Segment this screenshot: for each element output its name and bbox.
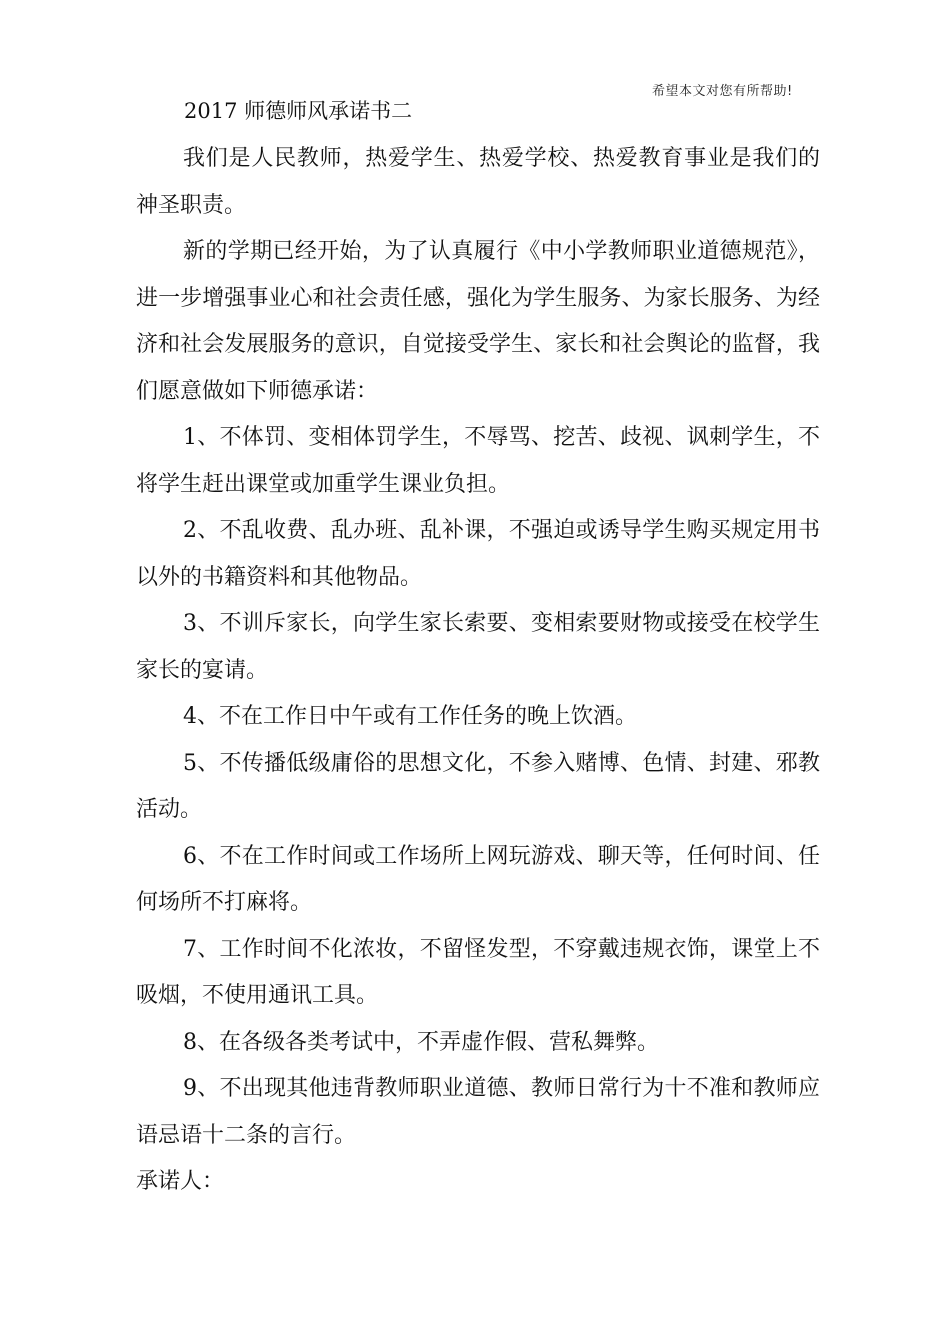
pledge-item-6: 6、不在工作时间或工作场所上网玩游戏、聊天等，任何时间、任何场所不打麻将。: [136, 843, 820, 915]
pledge-item-5: 5、不传播低级庸俗的思想文化，不参入赌博、色情、封建、邪教活动。: [136, 750, 820, 822]
pledge-item-7: 7、工作时间不化浓妆，不留怪发型，不穿戴违规衣饰，课堂上不吸烟，不使用通讯工具。: [136, 936, 820, 1008]
pledge-item-3: 3、不训斥家长，向学生家长索要、变相索要财物或接受在校学生家长的宴请。: [136, 611, 820, 683]
pledge-item-1: 1、不体罚、变相体罚学生，不辱骂、挖苦、歧视、讽刺学生，不将学生赶出课堂或加重学生课业负担。: [136, 425, 820, 497]
pledge-item-8: 8、在各级各类考试中，不弄虚作假、营私舞弊。: [183, 1029, 659, 1055]
pledge-item-4: 4、不在工作日中午或有工作任务的晚上饮酒。: [183, 704, 637, 729]
pledge-item-2: 2、不乱收费、乱办班、乱补课，不强迫或诱导学生购买规定用书以外的书籍资料和其他物品。: [136, 518, 820, 590]
header-note: 希望本文对您有所帮助!: [652, 84, 793, 99]
document-body: [136, 136, 820, 1206]
pledge-item-9: 9、不出现其他违背教师职业道德、教师日常行为十不准和教师应语忌语十二条的言行。: [136, 1076, 820, 1148]
document-title: 2017 师德师风承诺书二: [184, 99, 413, 123]
paragraph-context: 新的学期已经开始，为了认真履行《中小学教师职业道德规范》，进一步增强事业心和社会责任感，强化为学生服务、为家长服务、为经济和社会发展服务的意识，自觉接受学生、家长和社会舆论的监督，我们愿意做如下师德承诺：: [136, 239, 820, 404]
paragraph-intro: 我们是人民教师，热爱学生、热爱学校、热爱教育事业是我们的神圣职责。: [136, 146, 820, 218]
signature-label: 承诺人：: [136, 1169, 225, 1194]
